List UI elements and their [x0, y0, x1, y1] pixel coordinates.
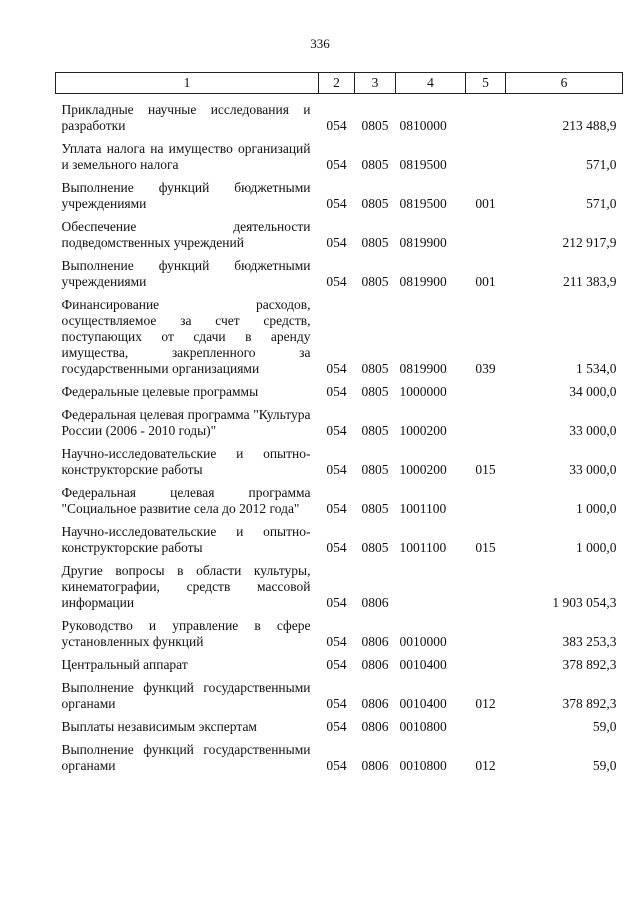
row-amount: 378 892,3 [562, 657, 617, 672]
row-section-code: 0805 [361, 540, 389, 555]
row-target-code: 0010800 [399, 758, 447, 773]
row-name: Прикладные научные исследования и разработки [61, 102, 311, 133]
row-target-code: 0819900 [399, 274, 447, 289]
header-col-5: 5 [466, 73, 506, 94]
row-name: Выполнение функций государственными органами [61, 680, 311, 711]
row-amount: 571,0 [586, 196, 617, 211]
row-name: Федеральные целевые программы [61, 384, 259, 399]
row-target-code: 1000000 [399, 384, 447, 399]
row-amount: 211 383,9 [563, 274, 617, 289]
table-row [56, 446, 623, 485]
row-expense-kind-code [466, 485, 506, 524]
row-amount: 1 000,0 [576, 501, 617, 516]
row-target-code: 0010400 [399, 657, 447, 672]
row-ministry-code: 054 [326, 361, 347, 376]
row-target-code: 0819500 [399, 196, 447, 211]
row-section-code: 0806 [361, 696, 389, 711]
row-target-code: 0010400 [399, 696, 447, 711]
budget-table [55, 72, 623, 781]
row-amount: 33 000,0 [569, 462, 617, 477]
row-section-code: 0805 [361, 462, 389, 477]
row-expense-kind-code: 015 [475, 540, 496, 555]
row-name: Финансирование расходов, осуществляемое за счет средств, поступающих от сдачи в аренду имущества, закрепленного за государственными организациями [61, 297, 311, 376]
row-expense-kind-code [466, 618, 506, 657]
row-target-code: 0819900 [399, 235, 447, 250]
row-expense-kind-code: 015 [475, 462, 496, 477]
row-section-code: 0805 [361, 423, 389, 438]
row-ministry-code: 054 [326, 501, 347, 516]
row-name: Другие вопросы в области культуры, кинематографии, средств массовой информации [61, 563, 311, 610]
row-amount: 213 488,9 [562, 118, 617, 133]
row-ministry-code: 054 [326, 118, 347, 133]
row-expense-kind-code: 012 [475, 758, 496, 773]
table-header [56, 73, 623, 94]
row-expense-kind-code [466, 384, 506, 407]
table-row [56, 742, 623, 781]
row-ministry-code: 054 [326, 274, 347, 289]
table-row [56, 657, 623, 680]
row-name: Обеспечение деятельности подведомственных учреждений [61, 219, 311, 250]
header-col-6: 6 [506, 73, 623, 94]
row-section-code: 0805 [361, 118, 389, 133]
header-col-4: 4 [396, 73, 466, 94]
row-target-code: 0810000 [399, 118, 447, 133]
row-section-code: 0805 [361, 384, 389, 399]
row-amount: 59,0 [592, 758, 617, 773]
row-ministry-code: 054 [326, 462, 347, 477]
row-amount: 378 892,3 [562, 696, 617, 711]
row-ministry-code: 054 [326, 758, 347, 773]
header-col-3: 3 [355, 73, 396, 94]
row-name: Федеральная целевая программа "Культура России (2006 - 2010 годы)" [61, 407, 311, 438]
row-section-code: 0806 [361, 719, 389, 734]
header-col-1: 1 [56, 73, 319, 94]
row-section-code: 0806 [361, 595, 389, 610]
table-row [56, 141, 623, 180]
table-row [56, 563, 623, 618]
row-ministry-code: 054 [326, 657, 347, 672]
row-section-code: 0806 [361, 634, 389, 649]
table-body [56, 94, 623, 782]
table-row [56, 618, 623, 657]
table-row [56, 485, 623, 524]
row-section-code: 0806 [361, 758, 389, 773]
row-ministry-code: 054 [326, 423, 347, 438]
table-row [56, 719, 623, 742]
row-ministry-code: 054 [326, 157, 347, 172]
row-name: Центральный аппарат [61, 657, 188, 672]
table-row [56, 524, 623, 563]
row-amount: 34 000,0 [569, 384, 617, 399]
row-amount: 33 000,0 [569, 423, 617, 438]
row-section-code: 0805 [361, 157, 389, 172]
row-ministry-code: 054 [326, 634, 347, 649]
row-target-code [396, 563, 466, 618]
row-amount: 212 917,9 [562, 235, 617, 250]
row-expense-kind-code: 012 [475, 696, 496, 711]
row-expense-kind-code [466, 657, 506, 680]
row-ministry-code: 054 [326, 196, 347, 211]
row-expense-kind-code: 039 [475, 361, 496, 376]
row-amount: 59,0 [592, 719, 617, 734]
row-target-code: 1001100 [399, 540, 447, 555]
row-expense-kind-code [466, 563, 506, 618]
row-expense-kind-code: 001 [475, 196, 496, 211]
table-row [56, 258, 623, 297]
row-name: Федеральная целевая программа "Социальное развитие села до 2012 года" [61, 485, 311, 516]
row-target-code: 1001100 [399, 501, 447, 516]
row-target-code: 1000200 [399, 462, 447, 477]
row-name: Выполнение функций бюджетными учреждениями [61, 258, 311, 289]
row-name: Руководство и управление в сфере установленных функций [61, 618, 311, 649]
table-row [56, 384, 623, 407]
row-amount: 571,0 [586, 157, 617, 172]
row-ministry-code: 054 [326, 696, 347, 711]
table-row [56, 680, 623, 719]
row-name: Научно-исследовательские и опытно-конструкторские работы [61, 446, 311, 477]
row-expense-kind-code [466, 94, 506, 142]
row-ministry-code: 054 [326, 719, 347, 734]
row-name: Выполнение функций государственными органами [61, 742, 311, 773]
table-row [56, 219, 623, 258]
row-name: Уплата налога на имущество организаций и земельного налога [61, 141, 311, 172]
table-row [56, 407, 623, 446]
row-expense-kind-code [466, 719, 506, 742]
row-ministry-code: 054 [326, 235, 347, 250]
row-section-code: 0805 [361, 361, 389, 376]
row-section-code: 0805 [361, 274, 389, 289]
page-number: 336 [310, 36, 330, 51]
table-row [56, 180, 623, 219]
row-amount: 1 534,0 [576, 361, 617, 376]
header-row [56, 73, 623, 94]
row-target-code: 0010800 [399, 719, 447, 734]
row-amount: 383 253,3 [562, 634, 617, 649]
row-target-code: 0819500 [399, 157, 447, 172]
row-ministry-code: 054 [326, 595, 347, 610]
row-name: Выплаты независимым экспертам [61, 719, 257, 734]
row-section-code: 0805 [361, 501, 389, 516]
row-target-code: 1000200 [399, 423, 447, 438]
row-name: Научно-исследовательские и опытно-конструкторские работы [61, 524, 311, 555]
row-expense-kind-code [466, 141, 506, 180]
row-expense-kind-code [466, 219, 506, 258]
header-col-2: 2 [319, 73, 355, 94]
row-amount: 1 903 054,3 [552, 595, 617, 610]
row-name: Выполнение функций бюджетными учреждениями [61, 180, 311, 211]
row-section-code: 0805 [361, 235, 389, 250]
table-row [56, 297, 623, 384]
row-ministry-code: 054 [326, 384, 347, 399]
table-row [56, 94, 623, 142]
row-expense-kind-code [466, 407, 506, 446]
row-target-code: 0010000 [399, 634, 447, 649]
row-ministry-code: 054 [326, 540, 347, 555]
row-section-code: 0806 [361, 657, 389, 672]
row-section-code: 0805 [361, 196, 389, 211]
row-amount: 1 000,0 [576, 540, 617, 555]
row-target-code: 0819900 [399, 361, 447, 376]
row-expense-kind-code: 001 [475, 274, 496, 289]
